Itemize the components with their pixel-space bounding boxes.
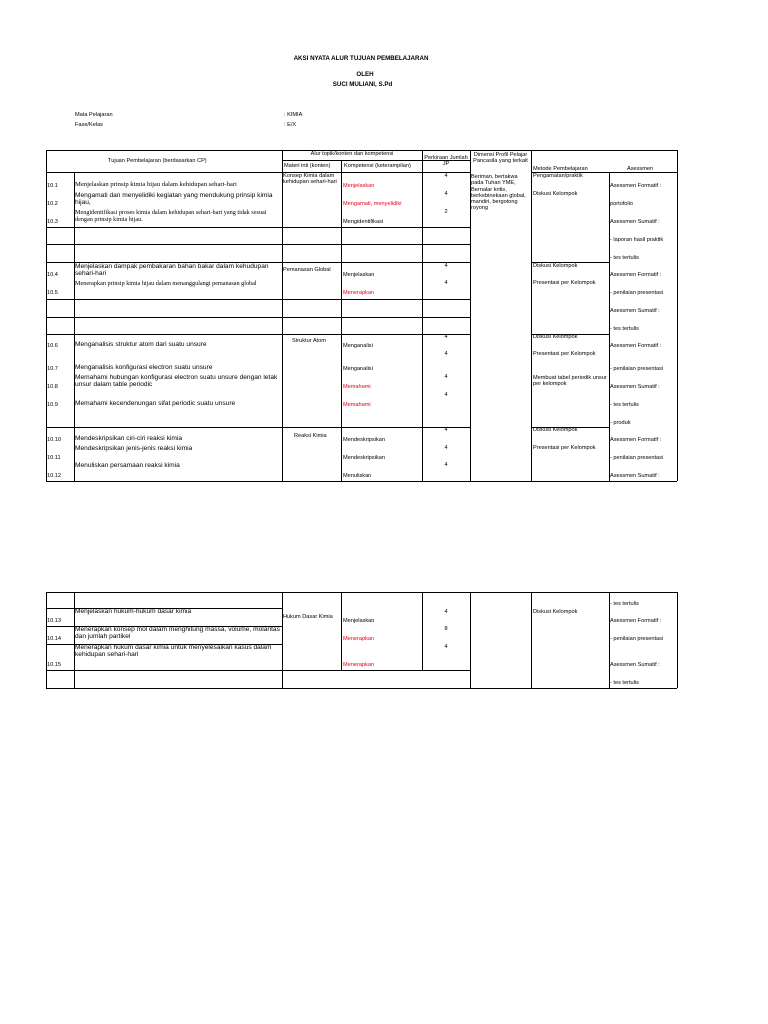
row-no: 10.6	[47, 343, 58, 349]
jp-value: 4	[444, 351, 448, 357]
asesmen-text: Asessmen Formatif :	[610, 343, 662, 349]
kompetensi-text: Menjelaskan	[343, 618, 375, 624]
tp-text: Mengidentifikasi proses kimia dalam kehidupan sehari-hari yang tidak sesuai dengan prinsip kimia hijau.	[75, 209, 267, 223]
kompetensi-text: Mendeskripsikan	[343, 455, 385, 461]
jp-value: 4	[444, 462, 448, 468]
tp-text: Memahami hubungan konfigurasi electron suatu unsure dengan letak unsur dalam table periodic	[75, 374, 278, 388]
col-header-alur: Alur topik/konten dan kompetensi	[310, 151, 394, 157]
author-name: SUCI MULIANI, S.Pd	[332, 81, 393, 88]
asesmen-text: - tes tertulis	[610, 601, 639, 607]
kompetensi-text: Menganalisi	[343, 343, 373, 349]
metode-text: Pengamatan/praktik	[533, 173, 583, 179]
tp-text: Menjelaskan dampak pembakaran bahan bakar dalam kehudupan sehari-hari	[75, 263, 269, 277]
jp-value: 4	[444, 427, 448, 433]
metode-text: Diskusi Kelompok	[533, 334, 578, 340]
row-no: 10.2	[47, 201, 58, 207]
tp-text: Memahami kecendenungan sifat periodic suatu unsure	[75, 400, 236, 407]
col-header-jp: Perkiraan Jumlah JP	[424, 155, 468, 168]
tp-text: Menjelaskan hukum-hukum dasar kimia	[75, 608, 192, 615]
kompetensi-text: Menjelaskan	[343, 183, 375, 189]
document-title: AKSI NYATA ALUR TUJUAN PEMBELAJARAN	[293, 55, 429, 62]
jp-value: 4	[444, 609, 448, 615]
profil-pancasila-text: Beriman, bertakwa pada Tuhan YME, Bernalar kritis, berkebinekaan global, mandiri, bergotong royong	[471, 174, 526, 212]
kompetensi-text: Menuliskan	[343, 473, 372, 479]
tp-text: Mendeskripsikan ciri-ciri reaksi kimia	[75, 435, 182, 442]
row-no: 10.1	[47, 183, 58, 189]
jp-value: 4	[444, 445, 448, 451]
col-header-asesmen: Asessmen	[627, 166, 654, 172]
row-no: 10.4	[47, 272, 58, 278]
col-header-profil: Dimensi Profil Pelajar Pancasila yang terkait	[473, 152, 528, 165]
tp-text: Mengamati dan menyelidiki kegiatan yang mendukung prinsip kimia hijau,	[75, 192, 273, 206]
metode-text: Diskusi Kelompok	[533, 191, 578, 197]
row-no: 10.15	[47, 662, 61, 668]
kompetensi-text: Menganalisi	[343, 366, 373, 372]
kompetensi-text: Mendeskripsikan	[343, 437, 385, 443]
fase-label: Fase/Kelas	[75, 122, 103, 128]
tp-text: Menerapkan hukum dasar kimia untuk menyelesaikan kasus dalam kehidupan sehari-hari	[75, 644, 272, 658]
fase-value: : E/X	[284, 122, 297, 128]
row-no: 10.5	[47, 290, 58, 296]
tp-text: Menganalisis struktur atom dari suatu unsure	[75, 341, 207, 348]
materi-struktur-atom: Struktur Atom	[292, 338, 326, 344]
row-no: 10.14	[47, 636, 61, 642]
tp-text: Menerapkan prinsip kimia hijau dalam menanggulangi pemanasan global	[75, 280, 257, 287]
asesmen-text: Asessmen Formatif :	[610, 272, 662, 278]
asesmen-text: - penilaian presentasi	[610, 455, 664, 461]
jp-value: 4	[444, 374, 448, 380]
asesmen-text: - tes tertulis	[610, 255, 639, 261]
metode-text: Presentasi per Kelompok	[533, 280, 596, 286]
kompetensi-text: Menerapkan	[343, 662, 375, 668]
materi-pemanasan-global: Pemanasan Global	[283, 267, 331, 273]
asesmen-text: Asessmen Formatif :	[610, 183, 662, 189]
tp-text: Menjelaskan prinsip kimia hijau dalam kehidupan sehari-hari	[75, 181, 237, 188]
jp-value: 4	[444, 173, 448, 179]
asesmen-text: - laporan hasil praktik	[610, 237, 664, 243]
asesmen-text: Asessmen Sumatif :	[610, 473, 660, 479]
materi-hukum-dasar-kimia: Hukum Dasar Kimia	[283, 614, 333, 620]
row-no: 10.8	[47, 384, 58, 390]
asesmen-text: - produk	[610, 420, 631, 426]
jp-value: 2	[444, 209, 448, 215]
asesmen-text: Asessmen Sumatif :	[610, 219, 660, 225]
asesmen-text: Asessmen Formatif :	[610, 437, 662, 443]
row-no: 10.9	[47, 402, 58, 408]
col-header-kompetensi: Kompetensi (keterampilan)	[344, 163, 411, 169]
col-header-metode: Metode Pembelajaran	[533, 166, 588, 172]
jp-value: 4	[444, 334, 448, 340]
kompetensi-text: Menjelaskan	[343, 272, 375, 278]
tp-text: Menuliskan persamaan reaksi kimia	[75, 462, 180, 469]
asesmen-text: - penilaian presentasi	[610, 366, 664, 372]
row-no: 10.12	[47, 473, 61, 479]
asesmen-text: - penilaian presentasi	[610, 636, 664, 642]
kompetensi-text: Menerapkan	[343, 290, 375, 296]
tp-text: Menganalisis konfigurasi electron suatu unsure	[75, 364, 213, 371]
metode-text: Diskusi Kelompok	[533, 263, 578, 269]
row-no: 10.10	[47, 437, 61, 443]
materi-konsep-kimia: Konsep Kimia dalam kehidupan sehari-hari	[283, 173, 337, 186]
asesmen-text: - tes tertulis	[610, 680, 639, 686]
kompetensi-text: Memahami	[343, 402, 371, 408]
jp-value: 4	[444, 191, 448, 197]
jp-value: 4	[444, 263, 448, 269]
kompetensi-text: Mengidentifikasi	[343, 219, 384, 225]
metode-text: Presentasi per Kelompok	[533, 445, 596, 451]
metode-text: Diskusi Kelompok	[533, 609, 578, 615]
asesmen-text: portofolio	[610, 201, 634, 207]
kompetensi-text: Menerapkan	[343, 636, 375, 642]
col-header-materi: Materi inti (konten)	[284, 163, 331, 169]
asesmen-text: - tes tertulis	[610, 326, 639, 332]
materi-reaksi-kimia: Reaksi Kimia	[294, 433, 327, 439]
asesmen-text: Asessmen Sumatif :	[610, 308, 660, 314]
asesmen-text: - penilaian presentasi	[610, 290, 664, 296]
asesmen-text: Asessmen Sumatif :	[610, 384, 660, 390]
tp-text: Mendeskripsikan jenis-jenis reaksi kimia	[75, 445, 193, 452]
metode-text: Presentasi per Kelompok	[533, 351, 596, 357]
jp-value: 4	[444, 644, 448, 650]
asesmen-text: Asessmen Formatif :	[610, 618, 662, 624]
row-no: 10.7	[47, 366, 58, 372]
kompetensi-text: Memahami	[343, 384, 371, 390]
jp-value: 4	[444, 280, 448, 286]
row-no: 10.13	[47, 618, 61, 624]
oleh-label: OLEH	[356, 71, 374, 78]
tp-text: Menerapkan konsep mol dalam menghitung massa, volume, molaritas dan jumlah partikel	[75, 626, 280, 640]
jp-value: 4	[444, 392, 448, 398]
mapel-label: Mata Pelajaran	[75, 112, 113, 118]
kompetensi-text: Mengamati, menyelidiki	[343, 201, 402, 207]
mapel-value: : KIMIA	[284, 112, 303, 118]
metode-text: Membuat tabel periodik unsur per kelompok	[533, 375, 607, 388]
row-no: 10.3	[47, 219, 58, 225]
asesmen-text: - tes tertulis	[610, 402, 639, 408]
asesmen-text: Asessmen Sumatif :	[610, 662, 660, 668]
metode-text: Diskusi Kelompok	[533, 427, 578, 433]
jp-value: 8	[444, 626, 448, 632]
row-no: 10.11	[47, 455, 61, 461]
col-header-tp: Tujuan Pembelajaran (berdasarkan CP)	[108, 158, 207, 164]
